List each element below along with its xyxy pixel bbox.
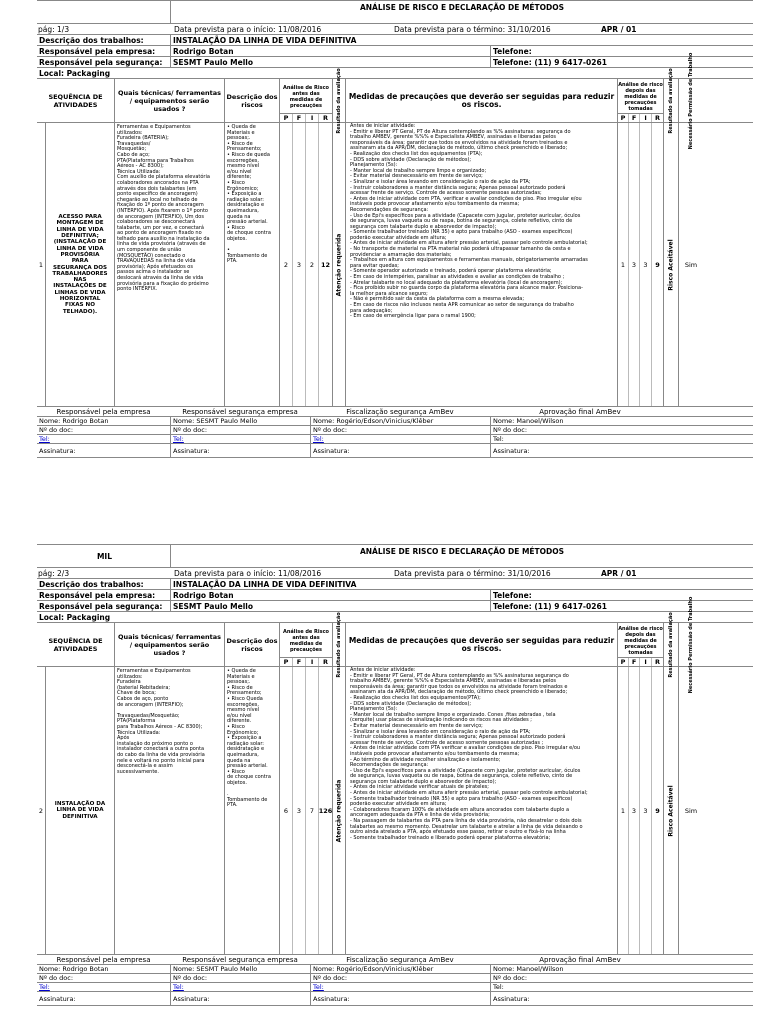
footer-name-4: Nome: Manoel/Wilson xyxy=(490,417,753,425)
permit-value: Sim xyxy=(678,667,703,954)
activity-row-number: 2 xyxy=(38,806,44,815)
value-f-after: 3 xyxy=(628,667,639,954)
acceptable-risk: Risco Aceitável xyxy=(663,667,678,954)
apr-number: APR / 01 xyxy=(601,569,637,578)
end-date: Data prevista para o término: 31/10/2016 xyxy=(394,569,551,578)
header-f-after: F xyxy=(628,114,639,122)
footer-company-heading: Responsável pela empresa xyxy=(56,408,151,416)
footer-inspection-heading: Fiscalização segurança AmBev xyxy=(346,408,454,416)
footer-name-1: Nome: Rodrigo Botan xyxy=(39,417,109,425)
header-r-after: R xyxy=(651,658,663,666)
value-f-after: 3 xyxy=(628,123,639,406)
header-f: F xyxy=(292,658,305,666)
phone-value: Telefone: (11) 9 6417-0261 xyxy=(490,601,753,611)
footer-inspection-heading: Fiscalização segurança AmBev xyxy=(346,956,454,964)
header-risk-description: Descrição dos riscos xyxy=(224,79,279,122)
header-techniques: Quais técnicas/ ferramentas / equipamentos serão usados ? xyxy=(114,79,224,122)
header-precautions: Medidas de precauções que deverão ser seguidas para reduzir os riscos. xyxy=(345,79,617,122)
header-analysis-after: Análise de risco depois das medidas de precauções tomadas xyxy=(617,79,663,113)
footer-tel-2[interactable]: Tel: xyxy=(170,983,310,991)
header-r: R xyxy=(318,114,332,122)
value-r-after: 9 xyxy=(651,667,663,954)
footer-tel-3[interactable]: Tel: xyxy=(310,435,490,443)
end-date: Data prevista para o término: 31/10/2016 xyxy=(394,25,551,34)
header-i-after: I xyxy=(639,114,651,122)
apr-number: APR / 01 xyxy=(601,25,637,34)
page-number: pág: 2/3 xyxy=(38,569,70,578)
footer-name-1: Nome: Rodrigo Botan xyxy=(39,965,109,973)
footer-doc-1: Nº do doc: xyxy=(39,426,74,434)
footer-signature-2: Assinatura: xyxy=(170,992,310,1005)
footer-tel-3[interactable]: Tel: xyxy=(310,983,490,991)
company-responsible-label: Responsável pela empresa: xyxy=(39,591,156,600)
description-value: INSTALAÇÃO DA LINHA DE VIDA DEFINITIVA xyxy=(170,579,753,589)
header-i: I xyxy=(305,658,318,666)
footer-tel-4: Tel: xyxy=(490,435,753,443)
risks-text: • Queda de Materiais e pessoas;. • Risco de Prensamento; • Risco Queda escorregões, mesmo nível e/ou nível diferente. • Risco Ergônomico; • Exposição a radiação solar: desidratação e queimadura, queda na pressão arterial. • Risco de choque contra objetos. . Tombamento de PTA. xyxy=(224,667,279,954)
value-p: 2 xyxy=(279,123,292,406)
footer-name-2: Nome: SESMT Paulo Mello xyxy=(170,417,310,425)
footer-doc-3: Nº do doc: xyxy=(310,426,490,434)
apr-page-2 xyxy=(37,544,753,1006)
header-p: P xyxy=(283,114,289,122)
value-r: 12 xyxy=(318,123,332,406)
header-result: Resultado da avaliação xyxy=(332,623,345,666)
start-date: Data prevista para o início: 11/08/2016 xyxy=(174,569,322,578)
header-r: R xyxy=(318,658,332,666)
activity-sequence: INSTALAÇÃO DA LINHA DE VIDA DEFINITIVA xyxy=(45,667,114,954)
value-r-after: 9 xyxy=(651,123,663,406)
footer-name-3: Nome: Rogério/Edson/Vinicius/Klêber xyxy=(310,417,490,425)
footer-signature-3: Assinatura: xyxy=(310,992,490,1005)
footer-name-4: Nome: Manoel/Wilson xyxy=(490,965,753,973)
footer-signature-1: Assinatura: xyxy=(39,995,76,1003)
document-title: ANÁLISE DE RISCO E DECLARAÇÃO DE MÉTODOS xyxy=(170,545,753,567)
header-risk-description: Descrição dos riscos xyxy=(224,623,279,666)
footer-doc-2: Nº do doc: xyxy=(170,974,310,982)
value-f: 3 xyxy=(292,123,305,406)
header-analysis-before: Análise de Risco antes das medidas de precauções xyxy=(279,79,332,113)
phone-value: Telefone: (11) 9 6417-0261 xyxy=(490,57,753,67)
header-p-after: P xyxy=(620,114,626,122)
precautions-text: Antes de iniciar atividade: - Emitir e liberar PT Geral, PT de Altura contemplando as %% assinaturas: segurança do trabalho AMBEV, gerente %%% e Especialista AMBEV, assinadas e liberadas pelos responsáveis da área; garantir que todos os envolvidos na atividade foram treinados e assinaram ata da APR/DM, declaração de método, último check preenchido e liberado; - Realização dos checks list dos equipamentos (PTA); - DDS sobre atividade (Declaração de métodos); Planejamento (5s): - Manter local de trabalho sempre limpo e organizado; - Evitar material desnecessário em frente de serviço; - Sinalizar e isolar área levando em consideração o raio de ação da PTA; - Instruir colaboradores a manter distância segura; Apenas pessoal autorizado poderá acessar frente de serviço. Controle de acesso somente pessoas autorizadas; - Antes de iniciar atividade com PTA, verificar e avaliar condições de piso. Piso irregular e/ou instáveis pode provocar afastamento e/ou tombamento da mesma; Recomendações de segurança: - Uso de Epi's específicos para a atividade (Capacete com jugular, protetor auricular, óculos de segurança, luvas vaqueta ou de raspa, botina de segurança, colete refletivo, cinto de segurança com talabarte duplo e absorvedor de impacto); - Somente trabalhador treinado (NR 35) e apto para trabalho (ASO - exames específicos) poderão executar atividade em altura; - Antes de iniciar atividade em altura aferir pressão arterial, passar pelo controle ambulatorial; - No transporte de material na PTA material não poderá ultrapassar tamanho da cesta e providenciar a amarração dos materiais; - Trabalhos em altura com equipamentos e ferramentas manuais, obrigatoriamente amarradas para evitar quedas; - Somente operador autorizado e treinado, poderá operar plataforma elevatória; - Em caso de intempéries, paralisar as atividades e avaliar as condições de trabalho ; - Atrelar talabarte no local adequado da plataforma elevatória (local de ancoragem); - Fica proibido subir no guarda corpo da plataforma elevatória para alcance maior. Posiciona- la melhor para alcance seguro; - Não é permitido sair da cesta da plataforma com a mesma elevada; - Em caso de riscos não inclusos nesta APR comunicar ao setor de segurança do trabalho para adequação; - Em caso de emergência ligar para o ramal 1900; xyxy=(345,123,661,406)
description-value: INSTALAÇÃO DA LINHA DE VIDA DEFINITIVA xyxy=(170,35,753,45)
footer-doc-1: Nº do doc: xyxy=(39,974,74,982)
attention-required: Atenção requerida xyxy=(332,123,345,406)
footer-doc-3: Nº do doc: xyxy=(310,974,490,982)
value-p-after: 1 xyxy=(617,667,628,954)
footer-name-3: Nome: Rogério/Edson/Vinicius/Klêber xyxy=(310,965,490,973)
value-p: 6 xyxy=(279,667,292,954)
header-techniques: Quais técnicas/ ferramentas / equipamentos serão usados ? xyxy=(114,623,224,666)
footer-approval-heading: Aprovação final AmBev xyxy=(539,408,621,416)
page-number: pág: 1/3 xyxy=(38,25,70,34)
location: Local: Packaging xyxy=(39,613,111,622)
footer-name-2: Nome: SESMT Paulo Mello xyxy=(170,965,310,973)
header-analysis-after: Análise de risco depois das medidas de precauções tomadas xyxy=(617,623,663,657)
permit-value: Sim xyxy=(678,123,703,406)
header-permit-needed: Necessário Permissão de Trabalho xyxy=(678,79,703,122)
activity-row-number: 1 xyxy=(38,260,44,269)
attention-required: Atenção requerida xyxy=(332,667,345,954)
start-date: Data prevista para o início: 11/08/2016 xyxy=(174,25,322,34)
value-i: 2 xyxy=(305,123,318,406)
footer-doc-2: Nº do doc: xyxy=(170,426,310,434)
header-result-after: Resultado da avaliação xyxy=(663,623,678,666)
description-label: Descrição dos trabalhos: xyxy=(39,36,144,45)
footer-doc-4: Nº do doc: xyxy=(490,974,753,982)
risks-text: • Queda de Materiais e pessoas;. • Risco de Prensamento; • Risco de queda escorregões, mesmo nível e/ou nível diferente; • Risco Ergônomico; • Exposição a radiação solar: desidratação e queimadura, queda na pressão arterial. • Risco de choque contra objetos. • Tombamento de PTA. xyxy=(224,123,279,406)
company-logo-text xyxy=(37,1,170,23)
value-i: 7 xyxy=(305,667,318,954)
header-i: I xyxy=(305,114,318,122)
value-p-after: 1 xyxy=(617,123,628,406)
phone-label: Telefone: xyxy=(490,590,753,600)
header-f: F xyxy=(292,114,305,122)
footer-approval-heading: Aprovação final AmBev xyxy=(539,956,621,964)
footer-signature-4: Assinatura: xyxy=(490,992,753,1005)
header-permit-needed: Necessário Permissão de Trabalho xyxy=(678,623,703,666)
header-p: P xyxy=(283,658,289,666)
footer-safety-heading: Responsável segurança empresa xyxy=(182,408,298,416)
header-p-after: P xyxy=(620,658,626,666)
activity-sequence: ACESSO PARA MONTAGEM DE LINHA DE VIDA DEFINITIVA; (INSTALAÇÃO DE LINHA DE VIDA PROVISÓRIA PARA SEGURANÇA DOS TRABALHADORES NAS INSTALAÇÕES DE LINHAS DE VIDA HORIZONTAL FIXAS NO TELHADO). xyxy=(45,123,114,406)
footer-tel-1[interactable]: Tel: xyxy=(39,435,50,443)
company-logo-text: MIL xyxy=(96,552,113,561)
header-result-after: Resultado da avaliação xyxy=(663,79,678,122)
location: Local: Packaging xyxy=(39,69,111,78)
document-title: ANÁLISE DE RISCO E DECLARAÇÃO DE MÉTODOS xyxy=(170,1,753,23)
header-precautions: Medidas de precauções que deverão ser seguidas para reduzir os riscos. xyxy=(345,623,617,666)
header-result: Resultado da avaliação xyxy=(332,79,345,122)
description-label: Descrição dos trabalhos: xyxy=(39,580,144,589)
footer-tel-1[interactable]: Tel: xyxy=(39,983,50,991)
footer-company-heading: Responsável pela empresa xyxy=(56,956,151,964)
company-responsible-label: Responsável pela empresa: xyxy=(39,47,156,56)
header-i-after: I xyxy=(639,658,651,666)
footer-signature-1: Assinatura: xyxy=(39,447,76,455)
phone-label: Telefone: xyxy=(490,46,753,56)
techniques-text: Ferramentas e Equipamentos utilizados: Furadeira (baterial Rebitadeira; Chave de boca; Cabos de aço, ponto de ancoragem (INTERFIO); Travaquedas/Mosquetão; PTA(Plataforma para Trabalhos Aéreos - AC 8300); Técnica Utilizada: Após instalação do próximo ponto o instalador conectará a outra ponta do cabo da linha de vida provisória nele e voltará no ponto inicial para desconectá-la e assim sucessivamente. xyxy=(114,667,224,954)
footer-signature-3: Assinatura: xyxy=(310,444,490,457)
footer-doc-4: Nº do doc: xyxy=(490,426,753,434)
safety-responsible-label: Responsável pela segurança: xyxy=(39,58,163,67)
apr-page-1 xyxy=(37,0,753,458)
value-i-after: 3 xyxy=(639,667,651,954)
footer-tel-4: Tel: xyxy=(490,983,753,991)
header-f-after: F xyxy=(628,658,639,666)
header-sequence: SEQUÊNCIA DE ATIVIDADES xyxy=(48,92,103,109)
header-analysis-before: Análise de Risco antes das medidas de precauções xyxy=(279,623,332,657)
footer-tel-2[interactable]: Tel: xyxy=(170,435,310,443)
safety-responsible-value: SESMT Paulo Mello xyxy=(170,57,490,67)
company-responsible-value: Rodrigo Botan xyxy=(170,46,490,56)
value-i-after: 3 xyxy=(639,123,651,406)
safety-responsible-value: SESMT Paulo Mello xyxy=(170,601,490,611)
value-r: 126 xyxy=(318,667,332,954)
safety-responsible-label: Responsável pela segurança: xyxy=(39,602,163,611)
value-f: 3 xyxy=(292,667,305,954)
footer-signature-2: Assinatura: xyxy=(170,444,310,457)
footer-safety-heading: Responsável segurança empresa xyxy=(182,956,298,964)
precautions-text: Antes de iniciar atividade: - Emitir e liberar PT Geral, PT de Altura contemplando as %% assinaturas segurança do trabalho AMBEV, gerente %%% e Especialista AMBEV, assinadas e liberadas pelos responsáveis da área; garantir que todos os envolvidos na atividade foram treinados e assinaram ata da APR/DM, declaração de método, último check preenchido e liberado; - Realização dos checks list dos equipamentos(PTA); - DDS sobre atividade (Declaração de métodos); Planejamento (5s): - Manter local de trabalho sempre limpo e organizado. Cones ,fitas zebradas , tela (cerquite) usar placas de sinalização indicando os riscos nas atividades ; - Evitar material desnecessário em frente de serviço; - Sinalizar e isolar área levando em consideração o raio de ação da PTA; - Instruir colaboradores a manter distância segura; Apenas pessoal autorizado poderá acessar frente de serviço. Controle de acesso somente pessoas autorizadas ; - Antes de iniciar atividade com PTA verificar e avaliar condições de piso. Piso irregular e/ou instáveis pode provocar afastamento e/ou tombamento da mesma; - Ao término de atividade recolher sinalização e isolamento; Recomendações de segurança: - Uso de Epi's específicos para a atividade (Capacete com jugular, protetor auricular, óculos de segurança, luvas vaqueta ou de raspa, botina de segurança, colete refletivo, cinto de segurança com talabarte duplo e absorvedor de impacto); - Antes de iniciar atividade verificar atuais de pirateles; - Antes de iniciar atividade em altura aferir pressão arterial, passar pelo controle ambulatorial; - Somente trabalhador treinado (NR 35) e apto para trabalho (ASO - exames específicos) poderão executar atividade em altura; - Colaboradores ficaram 100% de atividade em altura ancorados com talabarte duplo a ancoragem adequada da PTA e linha de vida provisória; - Na passagem de talabartes da PTA para linha de vida provisória, não desatrelar o dois dois talabartes ao mesmo momento. Desatrelar um talabarte e atrelar a linha de vida deixando o outro ainda atrelado a PTA, após efetuado esse passo, retirar o outro e fixá-lo na linha - Somente trabalhador treinado e liberado poderá operar plataforma elevatória; xyxy=(345,667,661,954)
footer-signature-4: Assinatura: xyxy=(490,444,753,457)
company-responsible-value: Rodrigo Botan xyxy=(170,590,490,600)
header-r-after: R xyxy=(651,114,663,122)
header-sequence: SEQUÊNCIA DE ATIVIDADES xyxy=(48,636,103,653)
techniques-text: Ferramentas e Equipamentos utilizados: Furadeira (BATERIA); Travaquedas/ Mosquetão; Cabo de aço; PTA(Plataforma para Trabalhos Aéreos - AC 8300); Técnica Utilizada: Com auxílio de plataforma elevatória colaboradores ancorados na PTA através dos dois talabartes (em ponto específico de ancoragem) chegarão ao local no telhado de fixação do 1º ponto de ancoragem (INTERFIO). Após fixarem o 1º ponto de ancoragem (INTERFIO), Um dos colaboradores se desconectará talabarte, um por vez, e conectará ao ponto de ancoragem fixado no telhado para auxílio na instalação da linha de vida provisória (através de um componente de união (MOSQUETÃO) conectado o TRAVAQUEDAS na linha de vida provisória); Após efetuados os passos acima o instalador se deslocará através da linha de vida provisória para a fixação do próximo ponto INTERFIX. xyxy=(114,123,224,406)
acceptable-risk: Risco Aceitável xyxy=(663,123,678,406)
